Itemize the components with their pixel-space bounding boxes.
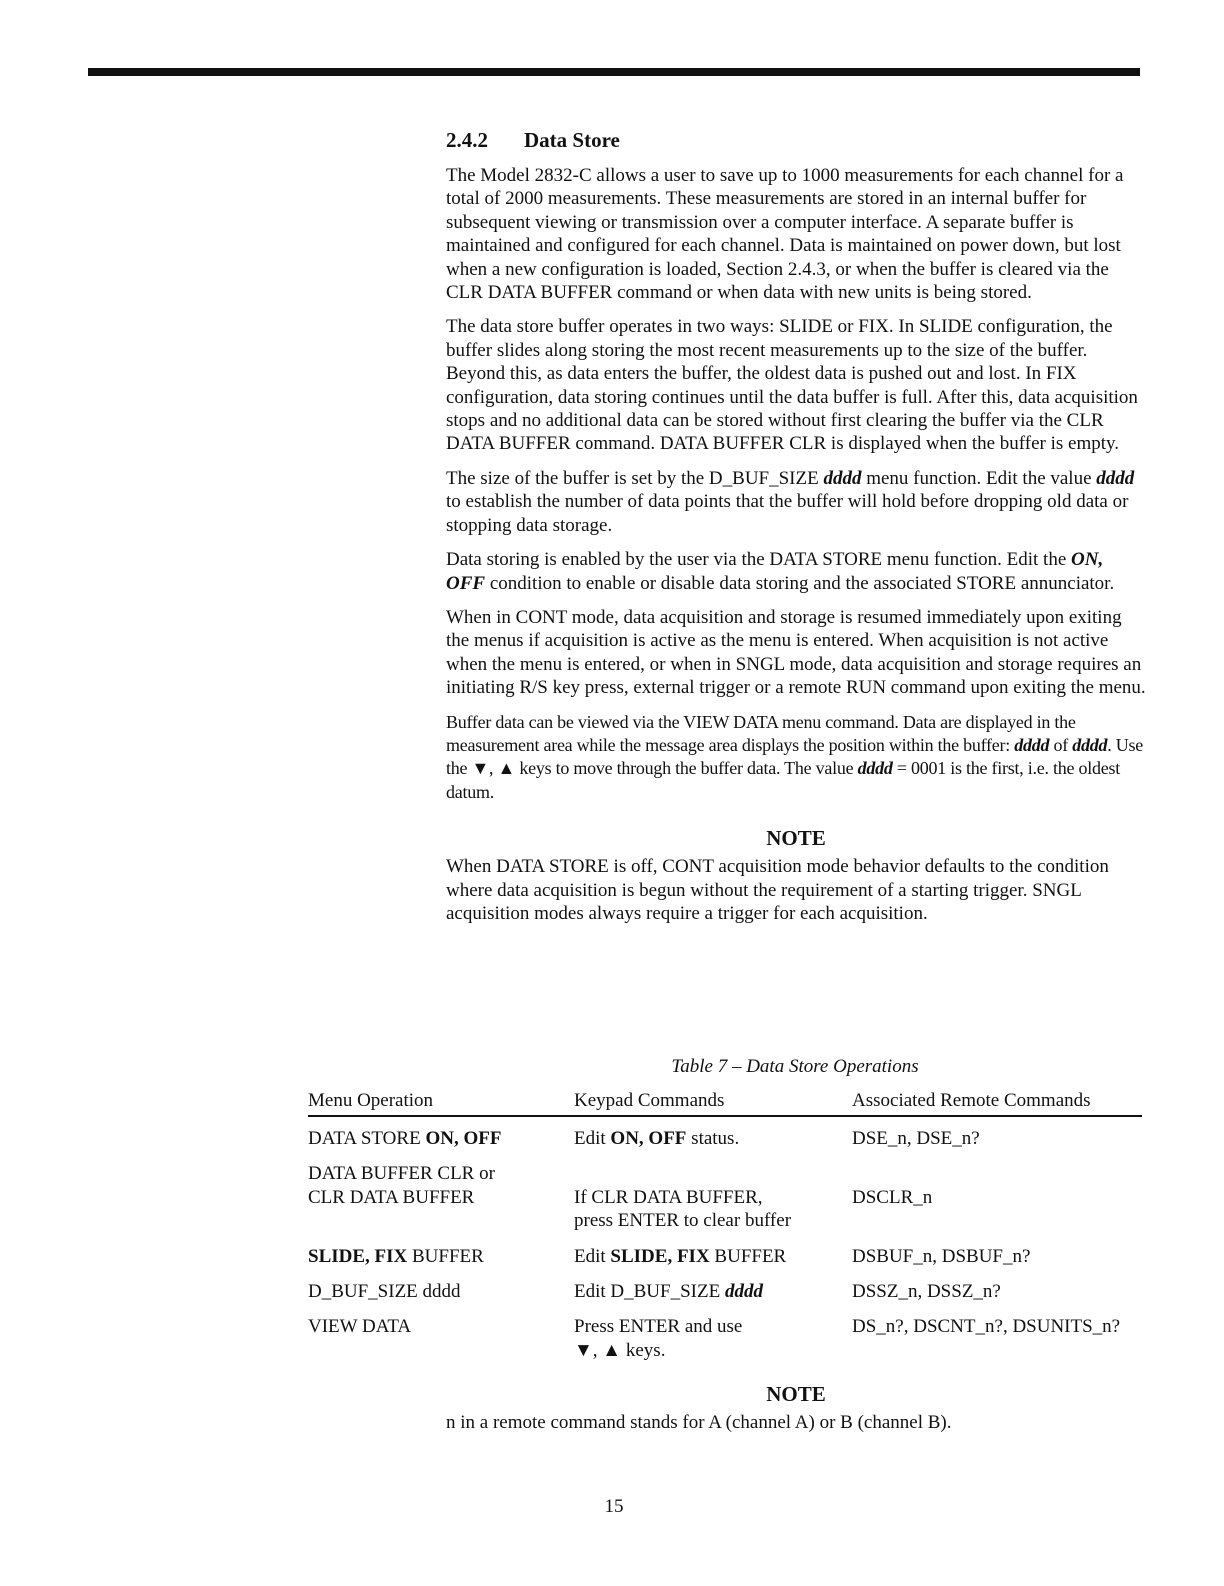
- text-line: press ENTER to clear buffer: [574, 1210, 792, 1232]
- header-keypad-commands: Keypad Commands: [574, 1090, 725, 1111]
- section-heading: [446, 128, 1146, 153]
- note-title: NOTE: [766, 826, 826, 851]
- text-run: condition to enable or disable data storing and the associated STORE annunciator.: [485, 572, 1115, 594]
- table-header: [308, 1090, 1142, 1117]
- text-run: of: [1049, 734, 1073, 755]
- emphasis-run: dddd: [1014, 734, 1050, 755]
- text-run: status.: [686, 1128, 740, 1149]
- cell-remote: DS_n?, DSCNT_n?, DSUNITS_n?: [852, 1316, 1121, 1338]
- note-title: NOTE: [766, 1382, 826, 1406]
- table-row: [308, 1280, 1142, 1303]
- text-line: Press ENTER and use: [574, 1316, 743, 1338]
- cell-menu: [308, 1245, 574, 1268]
- paragraph-cont-mode: When in CONT mode, data acquisition and storage is resumed immediately upon exiting the menus if acquisition is active as the menu is entered. When acquisition is not active when the menu is entered, or when in SNGL mode, data acquisition and storage requires an initiating R/S key press, external trigger or a remote RUN command upon exiting the menu.: [446, 606, 1146, 699]
- table-row: [308, 1127, 1142, 1150]
- emphasis-run: dddd: [724, 1281, 763, 1303]
- emphasis-run: dddd: [1096, 467, 1135, 489]
- table-row: [308, 1315, 1142, 1362]
- emphasis-run: ON, OFF: [446, 549, 1104, 594]
- paragraph-buffer-modes: The data store buffer operates in two ways: SLIDE or FIX. In SLIDE configuration, the buffer slides along storing the most recent measurements up to the size of the buffer. Beyond this, as data enters the buffer, the oldest data is pushed out and lost. In FIX configuration, data storing continues until the data buffer is full. After this, data acquisition stops and no additional data can be stored without first clearing the buffer via the CLR DATA BUFFER command. DATA BUFFER CLR is displayed when the buffer is empty.: [446, 316, 1138, 455]
- text-run: The size of the buffer is set by the D_BUF_SIZE: [446, 467, 824, 489]
- bold-run: SLIDE, FIX: [610, 1245, 710, 1267]
- cell-keypad: [574, 1280, 852, 1303]
- cell-remote: [852, 1162, 1142, 1232]
- bold-run: SLIDE, FIX: [308, 1245, 408, 1267]
- paragraph-buffer-size: [446, 467, 1146, 537]
- text-line: DSCLR_n: [852, 1186, 933, 1208]
- page-number: 15: [604, 1496, 624, 1517]
- emphasis-run: dddd: [857, 758, 893, 779]
- text-line: DATA BUFFER CLR or: [308, 1163, 495, 1185]
- footer-note: [446, 1382, 1146, 1445]
- text-run: = 0001 is the first, i.e. the oldest datum.: [446, 758, 1120, 802]
- cell-keypad: [574, 1127, 852, 1150]
- text-run: Edit D_BUF_SIZE: [574, 1281, 725, 1303]
- text-run: BUFFER: [407, 1245, 484, 1267]
- text-run: to establish the number of data points that the buffer will hold before dropping old data or stopping data storage.: [446, 491, 1129, 536]
- text-run: BUFFER: [709, 1245, 787, 1267]
- bold-run: ON, OFF: [610, 1128, 687, 1149]
- header-menu-operation: Menu Operation: [308, 1090, 434, 1111]
- table-row: [308, 1245, 1142, 1268]
- cell-menu: [308, 1127, 574, 1150]
- text-line: ▼, ▲ keys.: [574, 1339, 666, 1361]
- text-run: . Use the ▼, ▲ keys to move through the buffer data. The value: [446, 734, 1143, 779]
- text-run: DATA STORE: [308, 1128, 426, 1149]
- cell-keypad: [574, 1245, 852, 1268]
- section-number: 2.4.2: [446, 128, 488, 152]
- cell-menu: [308, 1162, 574, 1232]
- note-text: When DATA STORE is off, CONT acquisition mode behavior defaults to the condition where data acquisition is begun without the requirement of a starting trigger. SNGL acquisition modes always require a trigger for each acquisition.: [446, 856, 1109, 924]
- cell-remote: DSBUF_n, DSBUF_n?: [852, 1245, 1031, 1267]
- top-rule: [88, 68, 1140, 76]
- note-text: n in a remote command stands for A (channel A) or B (channel B).: [446, 1412, 952, 1433]
- text-run: menu function. Edit the value: [861, 467, 1097, 489]
- text-run: Edit: [574, 1245, 611, 1267]
- cell-menu: D_BUF_SIZE dddd: [308, 1281, 461, 1303]
- text-line: CLR DATA BUFFER: [308, 1186, 475, 1208]
- section-title: Data Store: [524, 128, 620, 152]
- bold-run: ON, OFF: [425, 1128, 502, 1149]
- text-line: If CLR DATA BUFFER,: [574, 1186, 763, 1208]
- table-caption: Table 7 – Data Store Operations: [671, 1056, 919, 1077]
- section-content: [446, 128, 1146, 936]
- cell-remote: DSSZ_n, DSSZ_n?: [852, 1281, 1001, 1303]
- cell-keypad: [574, 1162, 852, 1232]
- paragraph-intro: The Model 2832-C allows a user to save up to 1000 measurements for each channel for a total of 2000 measurements. These measurements are stored in an internal buffer for subsequent viewing or transmission over a computer interface. A separate buffer is maintained and configured for each channel. Data is maintained on power down, but lost when a new configuration is loaded, Section 2.4.3, or when the buffer is cleared via the CLR DATA BUFFER command or when data with new units is being stored.: [446, 165, 1124, 304]
- emphasis-run: dddd: [823, 467, 862, 489]
- cell-remote: DSE_n, DSE_n?: [852, 1128, 980, 1149]
- text-run: Data storing is enabled by the user via the DATA STORE menu function. Edit the: [446, 549, 1072, 571]
- emphasis-run: dddd: [1072, 734, 1108, 755]
- header-remote-commands: Associated Remote Commands: [852, 1090, 1091, 1111]
- cell-menu: VIEW DATA: [308, 1316, 412, 1338]
- cell-keypad: [574, 1315, 852, 1362]
- data-store-operations-table: [308, 1090, 1142, 1362]
- text-run: Buffer data can be viewed via the VIEW DATA menu command. Data are displayed in the measurement area while the message area displays the position within the buffer:: [446, 711, 1076, 755]
- text-run: Edit: [574, 1128, 611, 1149]
- table-row: [308, 1162, 1142, 1232]
- paragraph-view-data: [446, 711, 1146, 805]
- paragraph-data-store-enable: [446, 548, 1146, 595]
